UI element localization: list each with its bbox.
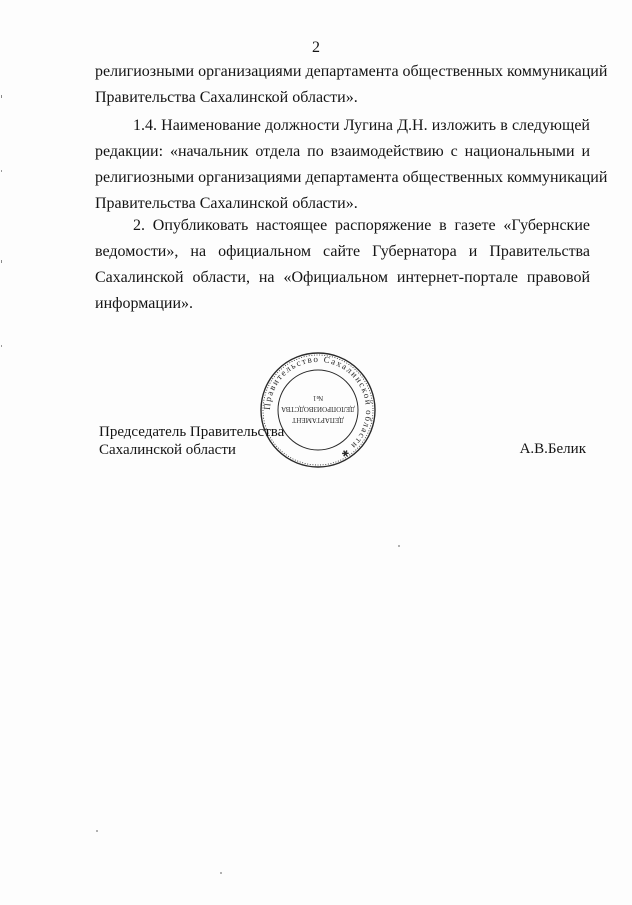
text-line: Сахалинской области, на «Официальном интернет-портале правовой	[95, 269, 590, 286]
paragraph-continuation	[95, 59, 608, 111]
paragraph-item-1-4	[95, 113, 608, 217]
svg-text:ДЕПАРТАМЕНТ: ДЕПАРТАМЕНТ	[292, 416, 344, 424]
text-line: 2. Опубликовать настоящее распоряжение в газете «Губернские	[133, 217, 590, 234]
signatory-name: А.В.Белик	[519, 441, 586, 457]
page-number: 2	[312, 39, 320, 56]
signatory-position-line: Председатель Правительства	[99, 424, 285, 440]
scan-speck	[398, 545, 400, 547]
text-line: информации».	[95, 295, 194, 312]
scan-margin-marks	[0, 0, 6, 905]
text-line: 1.4. Наименование должности Лугина Д.Н. изложить в следующей	[133, 117, 590, 134]
svg-text:Правительство Сахалинской обла: Правительство Сахалинской области ✱	[261, 353, 375, 461]
signatory-position	[99, 423, 284, 459]
svg-text:ДЕЛОПРОИЗВОДСТВА: ДЕЛОПРОИЗВОДСТВА	[281, 405, 355, 413]
signatory-position-line: Сахалинской области	[99, 442, 236, 458]
text-line: ведомости», на официальном сайте Губернатора и Правительства	[95, 243, 590, 260]
paragraph-item-2	[95, 213, 590, 317]
scan-speck	[220, 872, 222, 874]
text-line: Правительства Сахалинской области».	[95, 195, 358, 212]
scan-speck	[96, 830, 98, 832]
svg-text:№1: №1	[312, 394, 324, 402]
text-line: редакции: «начальник отдела по взаимодействию с национальными и	[95, 143, 590, 160]
text-line: религиозными организациями департамента общественных коммуникаций	[95, 169, 608, 186]
text-line: религиозными организациями департамента общественных коммуникаций	[95, 63, 608, 80]
text-line: Правительства Сахалинской области».	[95, 89, 358, 106]
